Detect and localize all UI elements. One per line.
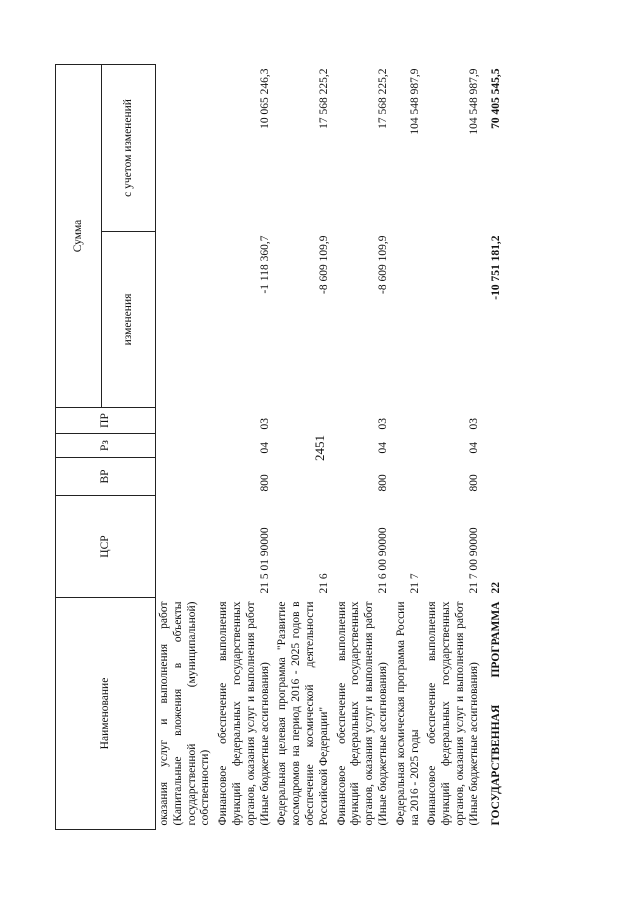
row-pr: 03 <box>258 418 271 430</box>
total-change: -10 751 181,2 <box>489 235 502 300</box>
table-row <box>334 64 393 829</box>
row-csr: 21 5 01 90000 <box>258 527 271 594</box>
row-name: оказания услуг и выполнения работ (Капитальные вложения в объекты государственной (муниципальной) собственности) <box>158 601 212 826</box>
header-changes: изменения <box>102 232 156 408</box>
table-row <box>424 64 483 829</box>
header-rz: Рз <box>56 434 156 458</box>
row-rz: 04 <box>258 442 271 454</box>
budget-table <box>55 64 505 830</box>
total-name-right: ПРОГРАММА <box>489 601 502 678</box>
row-pr: 03 <box>467 418 480 430</box>
row-pr <box>274 408 333 434</box>
total-total: 70 405 545,5 <box>489 68 502 129</box>
table-row <box>215 64 274 829</box>
row-name: Финансовое обеспечение выполнения функций федеральных государственных органов, оказания услуг и выполнения работ (Иные бюджетные ассигнования) <box>426 601 480 826</box>
row-vr: 800 <box>258 474 271 492</box>
row-change: -8 609 109,9 <box>376 235 389 294</box>
row-vr: 800 <box>467 474 480 492</box>
row-total: 17 568 225,2 <box>317 68 330 129</box>
row-rz: 04 <box>467 442 480 454</box>
header-vr: ВР <box>56 458 156 496</box>
table-row <box>274 64 333 829</box>
total-name-left: ГОСУДАРСТВЕННАЯ <box>489 704 502 826</box>
row-vr <box>274 458 333 496</box>
row-vr: 800 <box>376 474 389 492</box>
row-csr: 21 7 00 90000 <box>467 527 480 594</box>
row-rz <box>156 434 216 458</box>
table-row <box>156 64 216 829</box>
row-total: 10 065 246,3 <box>258 68 271 129</box>
row-name: Федеральная целевая программа "Развитие космодромов на период 2016 - 2025 годов в обеспечение космической деятельности Российской Федерации" <box>276 601 330 826</box>
row-name: Федеральная космическая программа России на 2016 - 2025 годы <box>394 601 421 826</box>
total-row <box>484 64 506 829</box>
row-change: -1 118 360,7 <box>258 235 271 294</box>
header-csr: ЦСР <box>56 496 156 598</box>
row-vr <box>393 458 425 496</box>
row-csr: 21 6 <box>317 573 330 594</box>
row-name: Финансовое обеспечение выполнения функций федеральных государственных органов, оказания услуг и выполнения работ (Иные бюджетные ассигнования) <box>335 601 389 826</box>
row-total: 104 548 987,9 <box>408 68 421 135</box>
row-pr <box>156 408 216 434</box>
row-csr <box>156 496 216 598</box>
row-change <box>424 232 483 408</box>
total-csr: 22 <box>489 582 502 594</box>
row-rz: 04 <box>376 442 389 454</box>
page-number: 2451 <box>312 435 327 461</box>
row-change <box>156 232 216 408</box>
header-with-changes: с учетом изменений <box>102 64 156 231</box>
row-pr <box>393 408 425 434</box>
row-name: Финансовое обеспечение выполнения функций федеральных государственных органов, оказания услуг и выполнения работ (Иные бюджетные ассигнования) <box>217 601 271 826</box>
row-total <box>156 64 216 231</box>
row-rz <box>274 434 333 458</box>
row-csr: 21 7 <box>408 573 421 594</box>
row-rz <box>393 434 425 458</box>
total-row-name <box>484 598 506 830</box>
row-csr: 21 6 00 90000 <box>376 527 389 594</box>
row-total: 104 548 987,9 <box>467 68 480 135</box>
budget-table-page <box>55 65 560 830</box>
row-total: 17 568 225,2 <box>376 68 389 129</box>
header-sum: Сумма <box>56 64 102 407</box>
table-header <box>56 64 156 829</box>
row-pr: 03 <box>376 418 389 430</box>
row-vr <box>156 458 216 496</box>
row-change <box>393 232 425 408</box>
row-change: -8 609 109,9 <box>317 235 330 294</box>
header-name: Наименование <box>56 598 156 830</box>
header-pr: ПР <box>56 408 156 434</box>
table-row <box>393 64 425 829</box>
